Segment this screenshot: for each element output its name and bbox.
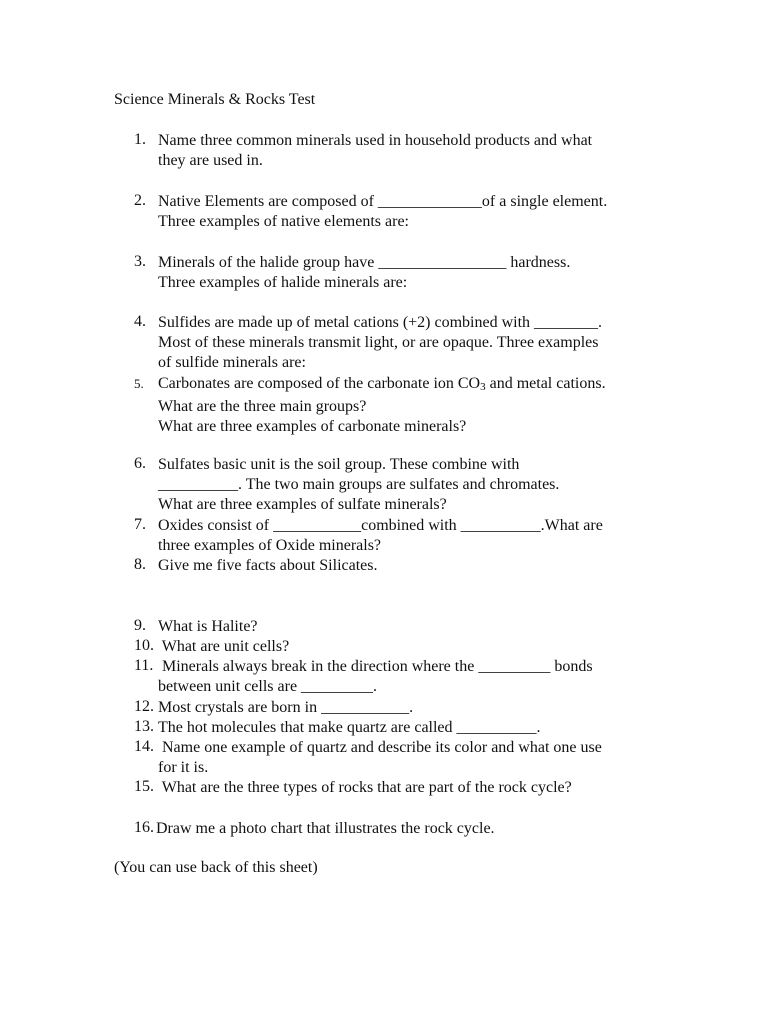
question-number: 16.: [134, 819, 154, 836]
question-text: three examples of Oxide minerals?: [158, 537, 382, 555]
question-11: [134, 657, 674, 697]
question-text: Minerals of the halide group have ________________ hardness.: [158, 254, 571, 271]
question-number: 10.: [134, 637, 154, 654]
question-text: Name one example of quartz and describe its color and what one use: [158, 739, 602, 756]
question-text: Sulfates basic unit is the soil group. These combine with: [158, 456, 520, 473]
question-text: Draw me a photo chart that illustrates the rock cycle.: [156, 820, 495, 837]
question-number: 13.: [134, 718, 154, 735]
question-5: [134, 374, 674, 438]
question-number: 11.: [134, 657, 154, 674]
question-text: Most crystals are born in ___________.: [158, 699, 414, 716]
question-text: Name three common minerals used in household products and what: [158, 132, 593, 149]
question-text: What are three examples of carbonate minerals?: [158, 418, 467, 436]
question-text: Native Elements are composed of _____________of a single element.: [158, 193, 608, 210]
question-1: [134, 131, 674, 171]
question-number: 3.: [134, 253, 146, 270]
question-6: [134, 455, 674, 516]
question-number: 15.: [134, 778, 154, 795]
question-text: What are unit cells?: [158, 638, 290, 655]
question-text: between unit cells are _________.: [158, 678, 378, 696]
question-9: [134, 617, 674, 637]
question-number: 2.: [134, 192, 146, 209]
page-title: Science Minerals & Rocks Test: [114, 91, 316, 108]
question-12: [134, 698, 674, 718]
question-number: 6.: [134, 455, 146, 472]
question-text: Minerals always break in the direction where the _________ bonds: [158, 658, 593, 675]
question-text: of sulfide minerals are:: [158, 354, 306, 372]
question-number: 12.: [134, 698, 154, 715]
question-4: [134, 313, 674, 374]
question-16: [134, 819, 674, 839]
question-text: Give me five facts about Silicates.: [158, 557, 378, 574]
question-8: [134, 556, 674, 576]
question-text: Oxides consist of ___________combined with __________.What are: [158, 517, 603, 534]
question-3: [134, 253, 674, 293]
question-number: 4.: [134, 313, 146, 330]
question-text: for it is.: [158, 759, 209, 777]
question-number: 7.: [134, 516, 146, 533]
question-number: 9.: [134, 617, 146, 634]
question-10: [134, 637, 674, 657]
question-text: Most of these minerals transmit light, or are opaque. Three examples: [158, 334, 599, 352]
question-number: 1.: [134, 131, 146, 148]
question-text: Three examples of native elements are:: [158, 213, 409, 231]
question-text: they are used in.: [158, 152, 263, 170]
question-text: What are the three main groups?: [158, 398, 367, 416]
question-7: [134, 516, 674, 556]
question-13: [134, 718, 674, 738]
question-text: What are the three types of rocks that are part of the rock cycle?: [158, 779, 572, 796]
question-text: __________. The two main groups are sulfates and chromates.: [158, 476, 560, 494]
question-text: Carbonates are composed of the carbonate ion $CO_3$ and metal cations.: [158, 375, 606, 393]
question-number: 8.: [134, 556, 146, 573]
question-text: What are three examples of sulfate minerals?: [158, 496, 447, 514]
question-text: What is Halite?: [158, 618, 258, 635]
question-15: [134, 778, 674, 798]
question-number: 14.: [134, 738, 154, 755]
question-text: The hot molecules that make quartz are called __________.: [158, 719, 541, 736]
question-2: [134, 192, 674, 232]
question-text: Sulfides are made up of metal cations (+2) combined with ________.: [158, 314, 603, 331]
question-14: [134, 738, 674, 778]
question-text: Three examples of halide minerals are:: [158, 274, 408, 292]
footer-note: (You can use back of this sheet): [114, 859, 318, 876]
question-number: 5.: [134, 376, 144, 391]
